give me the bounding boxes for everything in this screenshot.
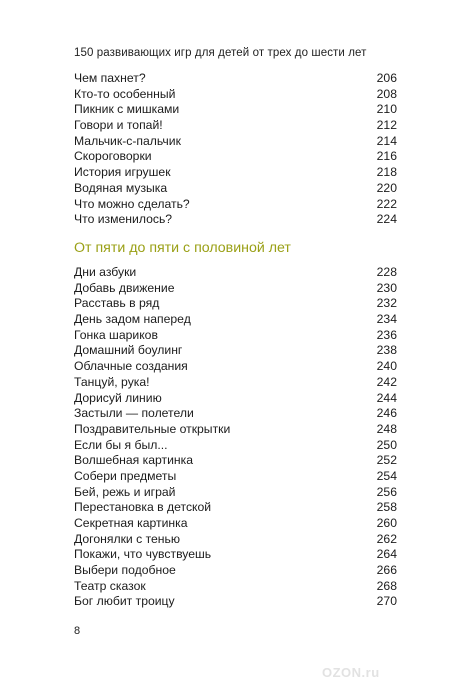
toc-entry-title: Если бы я был... <box>74 437 168 452</box>
toc-entry-title: Скороговорки <box>74 149 152 164</box>
toc-entry <box>74 438 397 454</box>
toc-entry <box>74 328 397 344</box>
toc-entry-page: 250 <box>376 437 397 452</box>
toc-entry-page: 218 <box>376 165 397 180</box>
toc-entry-page: 260 <box>376 516 397 530</box>
toc-entry-page: 222 <box>376 196 397 211</box>
toc-entry-title: Перестановка в детской <box>74 500 212 515</box>
toc-entry-title: Водяная музыка <box>74 180 168 195</box>
toc-entry-title: Мальчик-с-пальчик <box>74 133 181 148</box>
toc-entry <box>74 102 397 118</box>
toc-entry <box>74 453 397 469</box>
toc-entry-page: 262 <box>376 531 397 546</box>
toc-entry-title: Дорисуй линию <box>74 390 162 405</box>
section-heading: От пяти до пяти с половиной лет <box>74 240 291 256</box>
toc-entry <box>74 359 397 375</box>
toc-entry-title: Выбери подобное <box>74 563 176 578</box>
toc-entry-page: 264 <box>376 547 397 562</box>
toc-entry-title: История игрушек <box>74 165 171 180</box>
toc-entry <box>74 71 397 87</box>
toc-entry-page: 230 <box>376 280 397 295</box>
toc-entry-title: Поздравительные открытки <box>74 421 231 436</box>
toc-entry-title: Бей, режь и играй <box>74 484 176 499</box>
toc-entry <box>74 375 397 391</box>
toc-entry-page: 238 <box>376 343 397 358</box>
toc-entry-page: 212 <box>376 118 397 133</box>
toc-entry <box>74 197 397 213</box>
toc-entry-title: Гонка шариков <box>74 327 158 342</box>
toc-entry <box>74 181 397 197</box>
toc-entry <box>74 118 397 134</box>
toc-entry <box>74 516 397 532</box>
toc-entry-page: 240 <box>376 359 397 374</box>
toc-entry <box>74 579 397 595</box>
toc-entry-title: Застыли — полетели <box>74 406 194 421</box>
toc-entry <box>74 532 397 548</box>
toc-entry <box>74 212 397 228</box>
toc-entry-page: 266 <box>376 563 397 578</box>
toc-entry-page: 228 <box>376 265 397 279</box>
toc-entry <box>74 406 397 422</box>
toc-entry <box>74 134 397 150</box>
toc-entry <box>74 312 397 328</box>
toc-entry-page: 270 <box>376 594 397 609</box>
toc-entry-title: Пикник с мишками <box>74 102 180 117</box>
toc-entry <box>74 422 397 438</box>
toc-entry-page: 234 <box>376 312 397 327</box>
page-number: 8 <box>74 625 81 637</box>
toc-entry-title: Добавь движение <box>74 280 175 295</box>
toc-entry-page: 232 <box>376 296 397 311</box>
toc-entry-title: Бог любит троицу <box>74 594 175 609</box>
toc-entry-title: Домашний боулинг <box>74 343 183 358</box>
toc-entry-title: Что изменилось? <box>74 212 173 227</box>
toc-entry <box>74 500 397 516</box>
toc-entry-page: 258 <box>376 500 397 515</box>
toc-entry-title: Чем пахнет? <box>74 71 146 85</box>
toc-entry <box>74 281 397 297</box>
toc-list-first <box>74 71 397 228</box>
toc-entry-page: 242 <box>376 374 397 389</box>
toc-entry-title: Расставь в ряд <box>74 296 160 311</box>
toc-entry <box>74 594 397 610</box>
toc-entry <box>74 485 397 501</box>
toc-entry <box>74 563 397 579</box>
toc-entry-title: Волшебная картинка <box>74 453 194 468</box>
toc-entry <box>74 149 397 165</box>
toc-entry-title: Кто-то особенный <box>74 86 176 101</box>
toc-entry-title: Танцуй, рука! <box>74 374 150 389</box>
toc-entry-page: 244 <box>376 390 397 405</box>
toc-entry-title: Собери предметы <box>74 468 177 483</box>
toc-entry-page: 256 <box>376 484 397 499</box>
toc-entry-page: 208 <box>376 86 397 101</box>
toc-entry-title: День задом наперед <box>74 312 191 327</box>
toc-entry-page: 220 <box>376 180 397 195</box>
toc-entry-page: 254 <box>376 468 397 483</box>
toc-entry-title: Догонялки с тенью <box>74 531 181 546</box>
toc-entry-page: 252 <box>376 453 397 468</box>
toc-entry <box>74 87 397 103</box>
toc-entry-title: Дни азбуки <box>74 265 137 279</box>
running-header: 150 развивающих игр для детей от трех до шести лет <box>74 47 367 59</box>
toc-entry-page: 216 <box>376 149 397 164</box>
toc-entry-page: 210 <box>376 102 397 117</box>
toc-entry <box>74 343 397 359</box>
toc-entry <box>74 469 397 485</box>
toc-entry-page: 268 <box>376 578 397 593</box>
toc-entry-title: Говори и топай! <box>74 118 163 133</box>
toc-entry-page: 246 <box>376 406 397 421</box>
toc-entry-title: Секретная картинка <box>74 516 188 530</box>
toc-entry <box>74 547 397 563</box>
toc-entry <box>74 391 397 407</box>
toc-entry-page: 214 <box>376 133 397 148</box>
toc-entry-page: 236 <box>376 327 397 342</box>
toc-entry <box>74 296 397 312</box>
toc-entry-page: 248 <box>376 421 397 436</box>
toc-entry-title: Что можно сделать? <box>74 196 190 211</box>
toc-list-second <box>74 265 397 610</box>
watermark: OZON.ru <box>322 665 380 680</box>
toc-entry-title: Покажи, что чувствуешь <box>74 547 212 562</box>
toc-entry <box>74 265 397 281</box>
toc-entry-page: 206 <box>376 71 397 85</box>
toc-entry-title: Облачные создания <box>74 359 188 374</box>
toc-entry-title: Театр сказок <box>74 578 146 593</box>
toc-entry <box>74 165 397 181</box>
toc-entry-page: 224 <box>376 212 397 227</box>
